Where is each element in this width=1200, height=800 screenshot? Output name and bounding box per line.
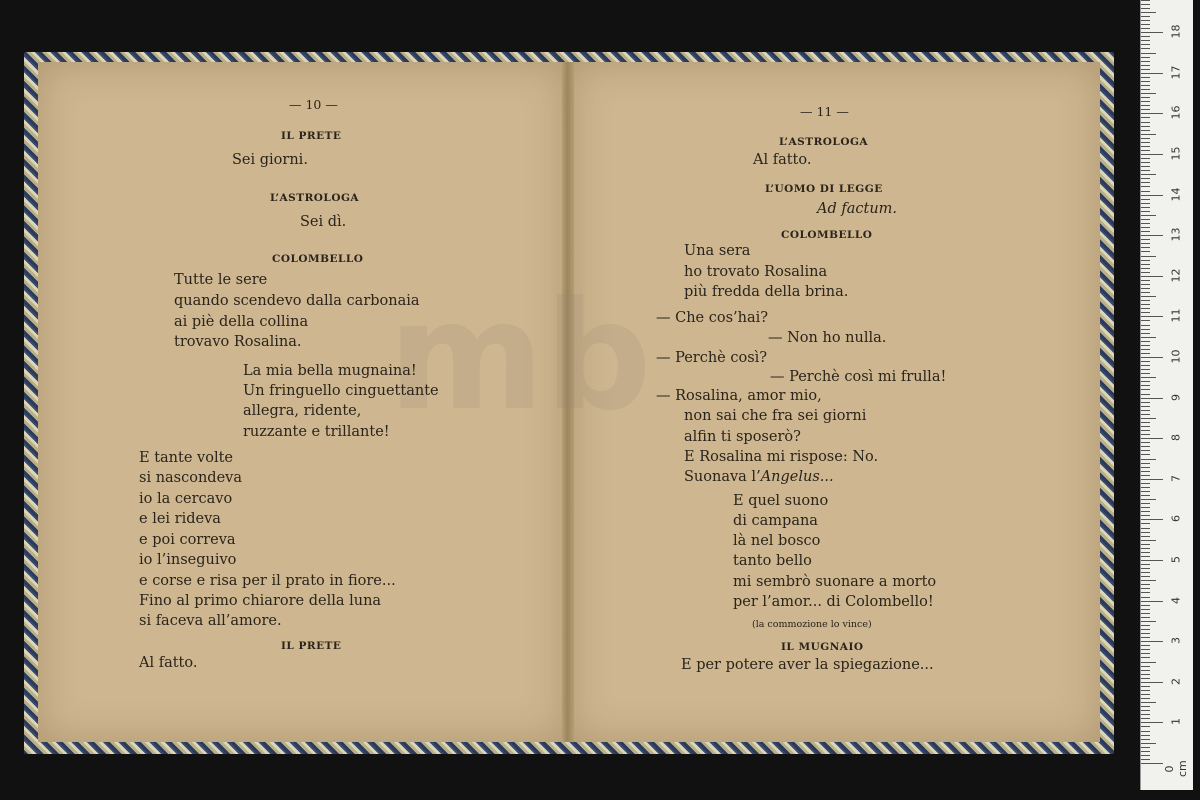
ruler-tick [1141,434,1150,435]
ruler-tick [1141,150,1150,151]
ruler-tick [1141,0,1150,1]
ruler-tick [1141,203,1150,204]
ruler-tick [1141,337,1156,338]
ruler-tick [1141,414,1150,415]
ruler-tick [1141,552,1150,553]
ruler-tick [1141,73,1163,74]
ruler-tick [1141,394,1150,395]
ruler-tick [1141,763,1163,764]
ruler-tick [1141,325,1150,326]
verse-line: Al fatto. [139,655,198,671]
ruler-tick [1141,264,1150,265]
page-number-10: — 10 — [289,97,338,112]
ruler-tick [1141,645,1150,646]
ruler-tick [1141,272,1150,273]
verse-line: allegra, ridente, [243,403,362,419]
ruler-tick [1141,142,1150,143]
ruler-tick [1141,369,1150,370]
ruler-tick [1141,256,1156,257]
ruler-tick [1141,678,1150,679]
ruler-tick [1141,584,1150,585]
ruler-tick [1141,467,1150,468]
ruler-tick [1141,674,1150,675]
verse-line: Fino al primo chiarore della luna [139,593,382,609]
ruler-tick [1141,572,1150,573]
speaker-colombello: COLOMBELLO [781,229,873,241]
ruler-number: 7 [1169,474,1183,482]
ruler-tick [1141,450,1150,451]
ruler-tick [1141,8,1150,9]
ruler-tick [1141,268,1150,269]
ruler-tick [1141,381,1150,382]
verse-line: si faceva all’amore. [139,613,282,629]
verse-line: si nascondeva [139,470,243,486]
verse-line: Sei giorni. [232,152,308,168]
ruler-tick [1141,564,1150,565]
ruler-tick [1141,243,1150,244]
verse-line: per l’amor... di Colombello! [733,594,934,610]
ruler-tick [1141,418,1156,419]
ruler-tick [1141,633,1150,634]
ruler-tick [1141,53,1156,54]
ruler-tick [1141,126,1150,127]
ruler-tick [1141,657,1150,658]
ruler-tick [1141,710,1150,711]
verse-line: Un fringuello cinguettante [243,383,439,399]
ruler-tick [1141,722,1163,723]
verse-line: — Perchè così? [656,350,768,366]
ruler-tick [1141,621,1156,622]
ruler-tick [1141,686,1150,687]
ruler-tick [1141,231,1150,232]
speaker-il-prete: IL PRETE [281,640,342,652]
ruler-tick [1141,186,1150,187]
ruler-tick [1141,247,1150,248]
ruler-tick [1141,670,1150,671]
ruler-tick [1141,333,1150,334]
ruler-tick [1141,320,1150,321]
ruler-tick [1141,548,1150,549]
ruler-number: 13 [1169,227,1183,242]
ruler-tick [1141,308,1150,309]
ruler-tick [1141,649,1150,650]
ruler-tick [1141,345,1150,346]
verse-line: E per potere aver la spiegazione... [681,657,934,673]
ruler-tick [1141,65,1150,66]
ruler-tick [1141,438,1163,439]
ruler-tick [1141,503,1150,504]
ruler-tick [1141,16,1150,17]
ruler-tick [1141,597,1150,598]
ruler-tick [1141,174,1156,175]
ruler-number: 15 [1169,146,1183,161]
ruler-tick [1141,312,1150,313]
ruler-tick [1141,36,1150,37]
ruler-tick [1141,158,1150,159]
ruler-tick [1141,284,1150,285]
ruler-tick [1141,759,1150,760]
ruler-tick [1141,556,1150,557]
ruler-tick [1141,495,1150,496]
verse-line: La mia bella mugnaina! [243,363,417,379]
verse-line: e poi correva [139,532,236,548]
ruler-number: 9 [1169,393,1183,401]
ruler-tick [1141,491,1150,492]
ruler-tick [1141,588,1150,589]
ruler-tick [1141,117,1150,118]
ruler-tick [1141,341,1150,342]
verse-line: ruzzante e trillante! [243,424,390,440]
verse-line: di campana [733,513,818,529]
verse-line: alfin ti sposerò? [684,429,801,445]
verse-line: — Rosalina, amor mio, [656,388,822,404]
ruler-tick [1141,454,1150,455]
verse-line: Sei dì. [300,214,347,230]
ruler-tick [1141,260,1150,261]
ruler-tick [1141,166,1150,167]
ruler-tick [1141,706,1150,707]
ruler-tick [1141,373,1150,374]
ruler-number: 12 [1169,268,1183,283]
verse-line: e lei rideva [139,511,221,527]
ruler-tick [1141,442,1150,443]
speaker-mugnaio: IL MUGNAIO [781,641,864,653]
ruler-tick [1141,223,1150,224]
ruler-tick [1141,609,1150,610]
ruler-tick [1141,426,1150,427]
ruler-tick [1141,170,1150,171]
speaker-il-prete: IL PRETE [281,130,342,142]
ruler-label: 0 cm [1163,760,1189,777]
ruler-tick [1141,138,1150,139]
verse-line: Tutte le sere [174,272,268,288]
verse-line: — Che cos’hai? [656,310,769,326]
ruler-tick [1141,353,1150,354]
ruler-tick [1141,402,1150,403]
ruler-tick [1141,653,1150,654]
ruler-tick [1141,48,1150,49]
page-number-11: — 11 — [800,104,849,119]
ruler-tick [1141,698,1150,699]
ruler-tick [1141,617,1150,618]
ruler-tick [1141,479,1163,480]
ruler-tick [1141,28,1150,29]
ruler-tick [1141,747,1150,748]
ruler-tick [1141,304,1150,305]
stage-direction: (la commozione lo vince) [752,619,872,630]
verse-line: mi sembrò suonare a morto [733,574,937,590]
ruler-tick [1141,743,1156,744]
ruler-tick [1141,536,1150,537]
ruler-tick [1141,682,1163,683]
ruler-tick [1141,511,1150,512]
speaker-uomo-di-legge: L’UOMO DI LEGGE [765,183,883,195]
ruler-tick [1141,641,1163,642]
ruler-tick [1141,44,1150,45]
ruler-tick [1141,410,1150,411]
ruler-tick [1141,182,1150,183]
verse-line: — Non ho nulla. [768,330,887,346]
ruler-tick [1141,77,1150,78]
ruler-tick [1141,544,1150,545]
speaker-colombello: COLOMBELLO [272,253,364,265]
ruler-tick [1141,475,1150,476]
measurement-ruler [1140,0,1193,790]
ruler-tick [1141,61,1150,62]
verse-line: tanto bello [733,553,812,569]
verse-line: quando scendevo dalla carbonaia [174,293,420,309]
ruler-number: 1 [1169,718,1183,726]
ruler-number: 3 [1169,637,1183,645]
ruler-tick [1141,280,1150,281]
ruler-number: 17 [1169,65,1183,80]
ruler-number: 18 [1169,24,1183,39]
ruler-tick [1141,361,1150,362]
ruler-tick [1141,316,1163,317]
ruler-tick [1141,385,1150,386]
ruler-tick [1141,105,1150,106]
ruler-tick [1141,12,1156,13]
ruler-tick [1141,702,1156,703]
ruler-tick [1141,694,1150,695]
ruler-tick [1141,446,1150,447]
ruler-tick [1141,406,1150,407]
ruler-tick [1141,130,1150,131]
ruler-number: 4 [1169,596,1183,604]
ruler-tick [1141,57,1150,58]
ruler-tick [1141,690,1150,691]
ruler-tick [1141,463,1150,464]
ruler-tick [1141,227,1150,228]
ruler-tick [1141,300,1150,301]
ruler-tick [1141,101,1150,102]
ruler-tick [1141,507,1150,508]
ruler-tick [1141,471,1150,472]
ruler-tick [1141,523,1150,524]
ruler-number: 11 [1169,308,1183,323]
ruler-tick [1141,601,1163,602]
ruler-tick [1141,69,1150,70]
ruler-tick [1141,134,1156,135]
verse-line: non sai che fra sei giorni [684,408,867,424]
ruler-tick [1141,195,1163,196]
verse-line: ho trovato Rosalina [684,264,828,280]
ruler-tick [1141,528,1150,529]
ruler-tick [1141,666,1150,667]
ruler-tick [1141,24,1150,25]
ruler-tick [1141,199,1150,200]
ruler-tick [1141,89,1150,90]
ruler-tick [1141,288,1150,289]
ruler-tick [1141,93,1156,94]
ruler-tick [1141,32,1163,33]
verse-line: E tante volte [139,450,233,466]
ruler-tick [1141,211,1150,212]
ruler-tick [1141,365,1150,366]
verse-line [684,468,834,486]
ruler-tick [1141,483,1150,484]
ruler-number: 8 [1169,434,1183,442]
ruler-number: 10 [1169,349,1183,364]
verse-line: io l’inseguivo [139,552,237,568]
ruler-tick [1141,592,1150,593]
verse-line: — Perchè così mi frulla! [770,369,947,385]
verse-line-italic: Angelus... [760,469,834,485]
ruler-tick [1141,629,1150,630]
ruler-tick [1141,377,1156,378]
ruler-number: 5 [1169,556,1183,563]
verse-line: più fredda della brina. [684,284,849,300]
ruler-tick [1141,540,1156,541]
ruler-tick [1141,113,1163,114]
ruler-tick [1141,251,1150,252]
ruler-tick [1141,560,1163,561]
ruler-tick [1141,576,1150,577]
verse-line: Al fatto. [753,152,812,168]
ruler-tick [1141,726,1150,727]
verse-line: E Rosalina mi rispose: No. [684,449,879,465]
ruler-tick [1141,122,1150,123]
ruler-tick [1141,751,1150,752]
verse-line-part: Suonava l’ [684,469,761,485]
ruler-tick [1141,219,1150,220]
ruler-tick [1141,580,1156,581]
ruler-tick [1141,714,1150,715]
ruler-tick [1141,178,1150,179]
ruler-tick [1141,625,1150,626]
ruler-tick [1141,81,1150,82]
verse-line: E quel suono [733,493,829,509]
ruler-tick [1141,296,1156,297]
ruler-tick [1141,276,1163,277]
verse-line: trovavo Rosalina. [174,334,302,350]
ruler-tick [1141,154,1163,155]
verse-line: Ad factum. [817,201,898,217]
ruler-tick [1141,292,1150,293]
ruler-tick [1141,40,1150,41]
ruler-tick [1141,329,1150,330]
ruler-tick [1141,389,1150,390]
ruler-tick [1141,422,1150,423]
ruler-tick [1141,487,1150,488]
ruler-tick [1141,97,1150,98]
verse-line: là nel bosco [733,533,821,549]
ruler-tick [1141,235,1163,236]
ruler-tick [1141,739,1150,740]
ruler-tick [1141,613,1150,614]
ruler-tick [1141,532,1150,533]
ruler-tick [1141,207,1150,208]
ruler-tick [1141,499,1156,500]
ruler-number: 14 [1169,187,1183,202]
ruler-tick [1141,357,1163,358]
ruler-tick [1141,731,1150,732]
ruler-tick [1141,637,1150,638]
ruler-tick [1141,755,1150,756]
ruler-tick [1141,349,1150,350]
speaker-astrologa: L’ASTROLOGA [270,192,360,204]
ruler-tick [1141,146,1150,147]
ruler-number: 16 [1169,105,1183,120]
watermark-logo: mb [388,270,652,444]
ruler-tick [1141,519,1163,520]
verse-line: e corse e risa per il prato in fiore... [139,573,396,589]
ruler-tick [1141,718,1150,719]
ruler-tick [1141,215,1156,216]
ruler-tick [1141,430,1150,431]
ruler-tick [1141,162,1150,163]
ruler-number: 2 [1169,677,1183,685]
ruler-tick [1141,20,1150,21]
ruler-tick [1141,735,1150,736]
ruler-tick [1141,109,1150,110]
ruler-tick [1141,459,1156,460]
verse-line: ai piè della collina [174,314,309,330]
ruler-tick [1141,568,1150,569]
verse-line: io la cercavo [139,491,233,507]
ruler-tick [1141,605,1150,606]
verse-line: Una sera [684,243,751,259]
ruler-tick [1141,239,1150,240]
ruler-tick [1141,515,1150,516]
ruler-tick [1141,85,1150,86]
ruler-tick [1141,662,1156,663]
ruler-tick [1141,191,1150,192]
ruler-tick [1141,4,1150,5]
speaker-astrologa: L’ASTROLOGA [779,136,869,148]
ruler-tick [1141,398,1163,399]
ruler-number: 6 [1169,515,1183,523]
